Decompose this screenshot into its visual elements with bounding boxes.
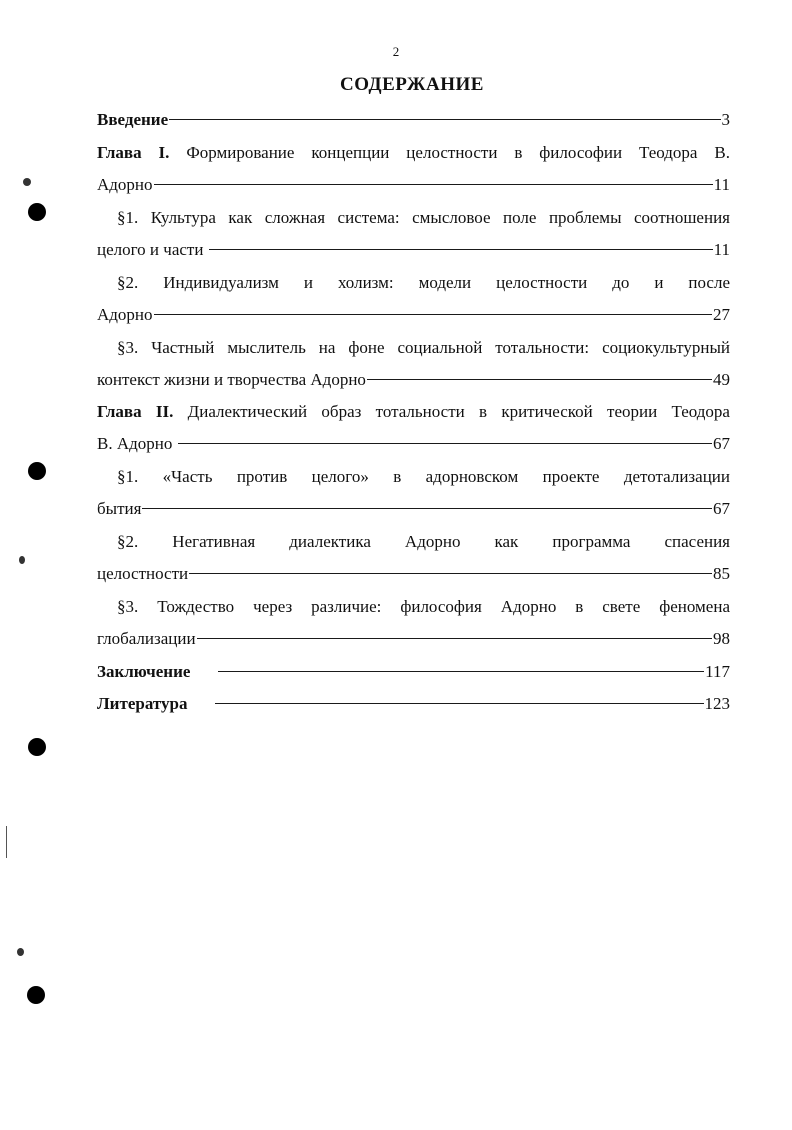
toc-entry-ch2-s3 xyxy=(97,591,730,623)
toc-entry-ch1-s1-line2 xyxy=(97,234,730,266)
toc-literature-label: Литература xyxy=(97,694,188,713)
toc-entry-ch2-s1-line2 xyxy=(97,493,730,525)
leader-line xyxy=(189,573,712,574)
toc-entry-ch1-s2-line2 xyxy=(97,299,730,331)
ch2-s1-line2: бытия xyxy=(97,499,142,518)
toc-intro-label: Введение xyxy=(97,110,169,129)
chapter-2-title-line1: Диалектический образ тотальности в критической теории Теодора xyxy=(173,402,730,421)
toc-entry-ch2-s2-line2 xyxy=(97,558,730,590)
binder-hole-mark xyxy=(27,986,45,1004)
chapter-1-title-line2: Адорно xyxy=(97,175,153,194)
toc-entry-chapter-1-line2 xyxy=(97,169,730,201)
ch2-s3-line2: глобализации xyxy=(97,629,196,648)
toc-conclusion-label: Заключение xyxy=(97,662,191,681)
scan-speck xyxy=(23,178,31,186)
ch1-s2-line1: §2. Индивидуализм и холизм: модели целостности до и после xyxy=(117,273,730,292)
toc-entry-ch1-s1 xyxy=(97,202,730,234)
toc-entry-conclusion xyxy=(97,656,730,688)
toc-literature-page: 123 xyxy=(704,694,730,713)
binder-hole-mark xyxy=(28,462,46,480)
ch2-s1-line1: §1. «Часть против целого» в адорновском проекте детотализации xyxy=(117,467,730,486)
leader-line xyxy=(154,184,713,185)
ch2-s2-line2: целостности xyxy=(97,564,189,583)
toc-entry-chapter-2 xyxy=(97,396,730,428)
chapter-1-label: Глава I. xyxy=(97,143,170,162)
toc-entry-chapter-2-line2 xyxy=(97,428,730,460)
ch1-s1-line2: целого и части xyxy=(97,240,204,259)
ch2-s3-line1: §3. Тождество через различие: философия Адорно в свете феномена xyxy=(117,597,730,616)
leader-line xyxy=(169,119,720,120)
toc-entry-ch2-s2 xyxy=(97,526,730,558)
chapter-1-page: 11 xyxy=(713,175,730,194)
leader-line xyxy=(367,379,712,380)
toc-entry-ch2-s3-line2 xyxy=(97,623,730,655)
toc-conclusion-page: 117 xyxy=(705,662,730,681)
toc-entry-literature xyxy=(97,688,730,720)
ch1-s1-line1: §1. Культура как сложная система: смысловое поле проблемы соотношения xyxy=(117,208,730,227)
scan-edge-line xyxy=(6,826,7,858)
toc-entry-ch1-s3-line2 xyxy=(97,364,730,396)
chapter-2-page: 67 xyxy=(713,434,730,453)
toc-entry-ch1-s2 xyxy=(97,267,730,299)
chapter-2-label: Глава II. xyxy=(97,402,174,421)
leader-line xyxy=(197,638,712,639)
chapter-2-title-line2: В. Адорно xyxy=(97,434,173,453)
ch1-s1-page: 11 xyxy=(713,240,730,259)
toc-entry-ch2-s1 xyxy=(97,461,730,493)
page-title: СОДЕРЖАНИЕ xyxy=(340,74,484,95)
ch1-s3-page: 49 xyxy=(713,370,730,389)
leader-line xyxy=(142,508,712,509)
leader-line xyxy=(218,671,704,672)
scan-speck xyxy=(17,948,24,956)
leader-line xyxy=(215,703,703,704)
ch1-s2-page: 27 xyxy=(713,305,730,324)
toc-intro-page: 3 xyxy=(721,110,730,129)
ch1-s3-line2: контекст жизни и творчества Адорно xyxy=(97,370,366,389)
binder-hole-mark xyxy=(28,738,46,756)
ch2-s1-page: 67 xyxy=(713,499,730,518)
toc-entry-intro xyxy=(97,104,730,136)
leader-line xyxy=(178,443,712,444)
leader-line xyxy=(209,249,712,250)
ch1-s3-line1: §3. Частный мыслитель на фоне социальной тотальности: социокультурный xyxy=(117,338,730,357)
ch1-s2-line2: Адорно xyxy=(97,305,153,324)
toc-entry-chapter-1 xyxy=(97,137,730,169)
scan-speck xyxy=(19,556,25,564)
ch2-s3-page: 98 xyxy=(713,629,730,648)
toc-entry-ch1-s3 xyxy=(97,332,730,364)
binder-hole-mark xyxy=(28,203,46,221)
ch2-s2-line1: §2. Негативная диалектика Адорно как программа спасения xyxy=(117,532,730,551)
leader-line xyxy=(154,314,712,315)
ch2-s2-page: 85 xyxy=(713,564,730,583)
chapter-1-title-line1: Формирование концепции целостности в философии Теодора В. xyxy=(169,143,730,162)
page-number: 2 xyxy=(392,44,400,59)
